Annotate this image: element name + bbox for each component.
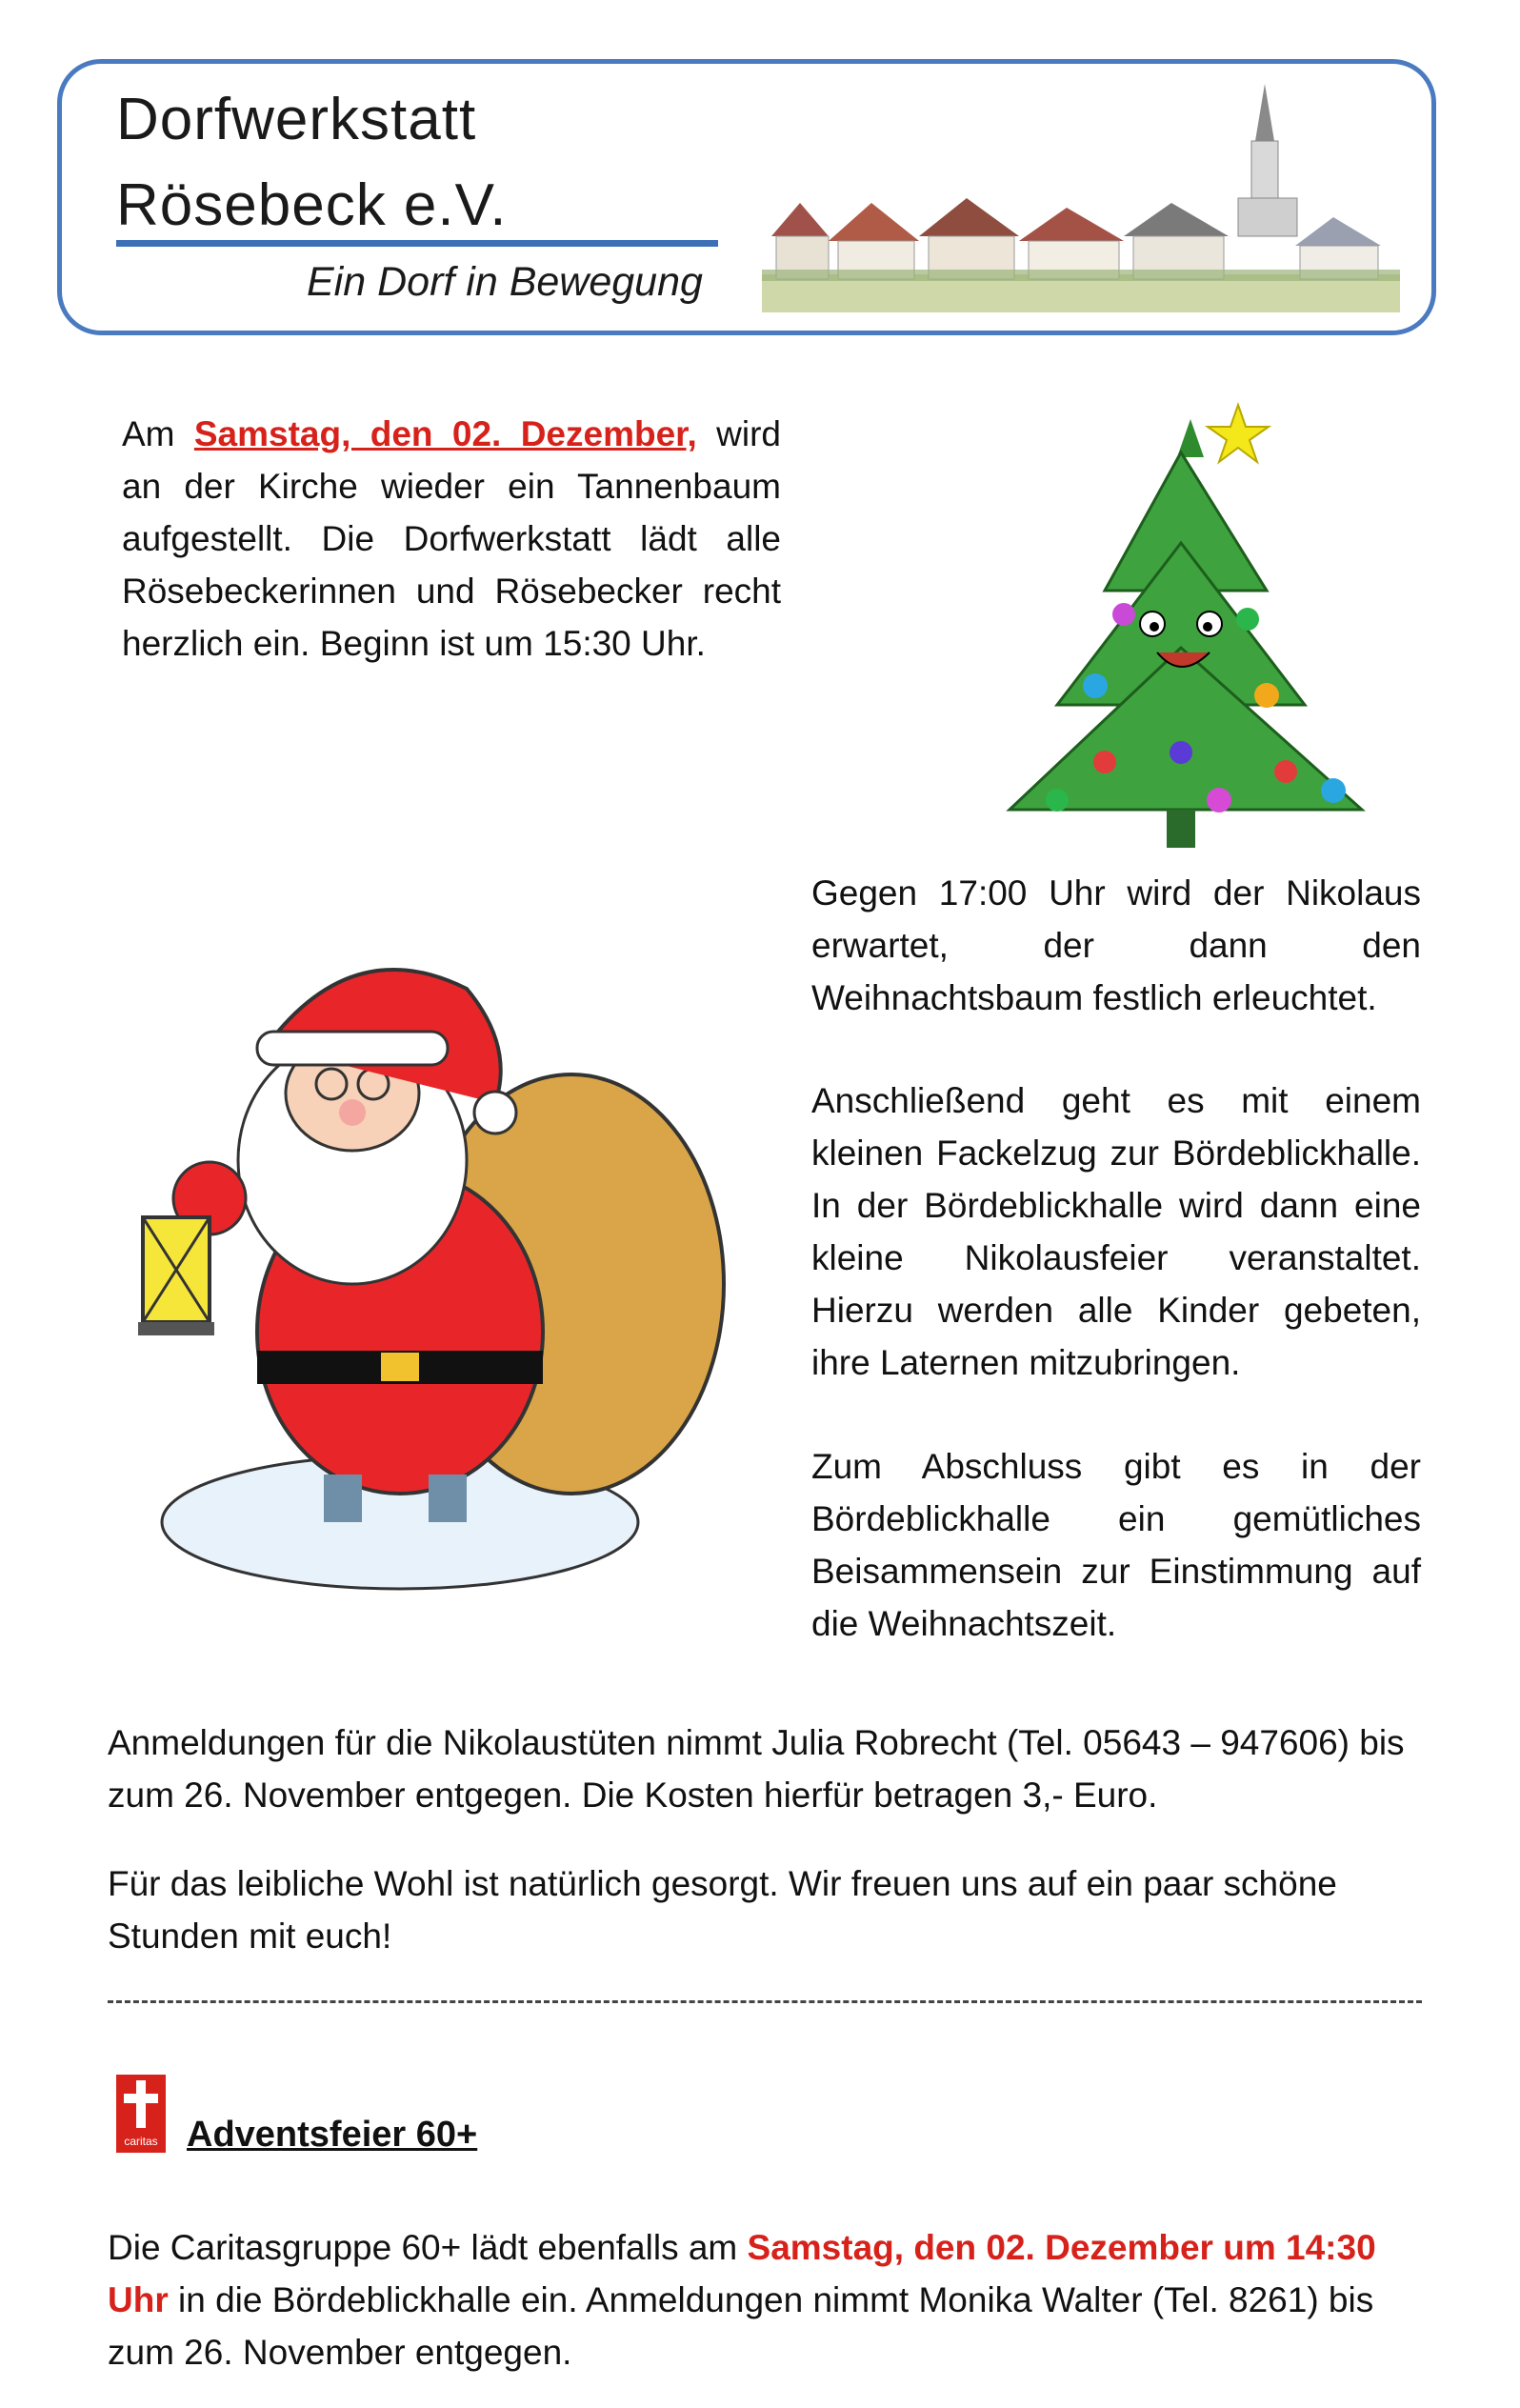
advent-paragraph [108, 2221, 1441, 2378]
org-name-line2: Rösebeck e.V. [116, 172, 508, 238]
refreshments-paragraph: Für das leibliche Wohl ist natürlich gesorgt. Wir freuen uns auf ein paar schöne Stunden mit euch! [108, 1864, 1337, 1956]
advent-prefix: Die Caritasgruppe 60+ lädt ebenfalls am [108, 2228, 748, 2267]
closing-gathering-paragraph: Zum Abschluss gibt es in der Bördeblickhalle ein gemütliches Beisammensein zur Einstimmung auf die Weihnachtszeit. [811, 1447, 1421, 1643]
org-name-line1: Dorfwerkstatt [116, 87, 477, 152]
event-date-highlight: Samstag, den 02. Dezember, [193, 414, 697, 453]
caritas-logo-text: caritas [124, 2135, 158, 2148]
advent-body: in die Bördeblickhalle ein. Anmeldungen nimmt Monika Walter (Tel. 8261) bis zum 26. November entgegen. [108, 2280, 1374, 2372]
header-rule [116, 240, 718, 247]
fackelzug-paragraph: Anschließend geht es mit einem kleinen Fackelzug zur Bördeblickhalle. In der Bördeblickhalle wird dann eine kleine Nikolausfeier veranstaltet. Hierzu werden alle Kinder gebeten, ihre Laternen mitzubringen. [811, 1081, 1421, 1382]
registration-paragraph: Anmeldungen für die Nikolaustüten nimmt Julia Robrecht (Tel. 05643 – 947606) bis zum 26. November entgegen. Die Kosten hierfür betragen 3,- Euro. [108, 1723, 1405, 1815]
intro-prefix: Am [122, 414, 194, 453]
nikolaus-arrival-paragraph: Gegen 17:00 Uhr wird der Nikolaus erwartet, der dann den Weihnachtsbaum festlich erleuchtet. [811, 873, 1421, 1017]
santa-illustration [114, 913, 733, 1598]
christmas-tree-illustration [990, 400, 1390, 867]
advent-date-highlight: Samstag, den 02. Dezember um 14:30 Uhr [108, 2228, 1376, 2319]
tagline: Ein Dorf in Bewegung [307, 259, 703, 305]
intro-body: wird an der Kirche wieder ein Tannenbaum aufgestellt. Die Dorfwerkstatt lädt alle Rösebeckerinnen und Rösebecker recht herzlich ein. Beginn ist um 15:30 Uhr. [122, 414, 782, 663]
caritas-cross-logo [116, 2075, 166, 2153]
event-intro-paragraph [122, 408, 781, 670]
advent-title: Adventsfeier 60+ [187, 2115, 478, 2155]
village-illustration [762, 84, 1400, 312]
dashed-separator [108, 2000, 1422, 2003]
